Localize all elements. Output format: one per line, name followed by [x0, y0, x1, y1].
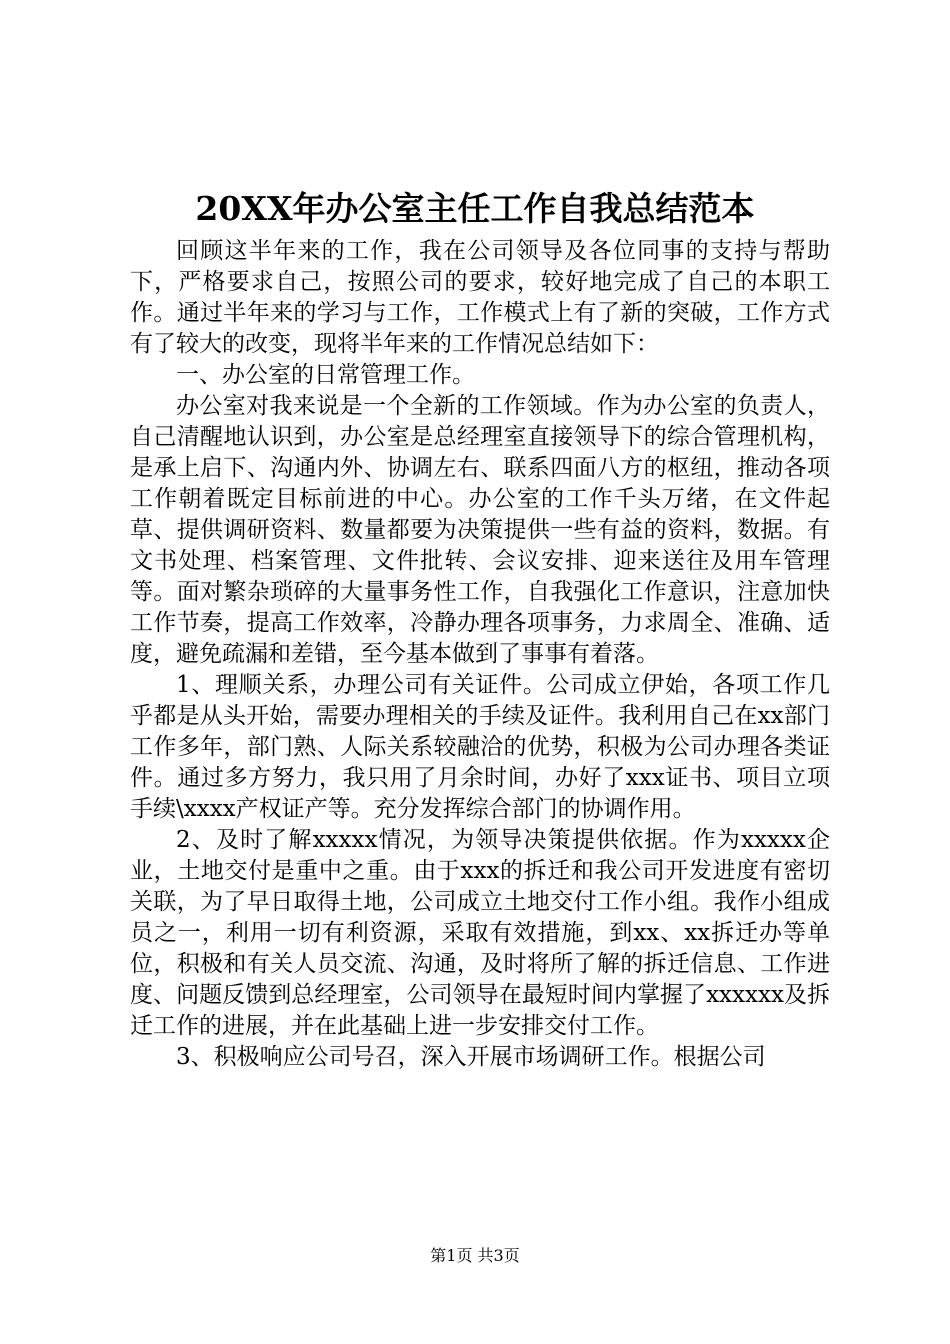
document-title: 20XX年办公室主任工作自我总结范本 — [195, 189, 755, 228]
page-footer: 第1页 共3页 — [430, 1246, 520, 1265]
paragraph-item-2: 2、及时了解xxxxx情况，为领导决策提供依据。作为xxxxx企业，土地交付是重中之重。由于xxx的拆迁和我公司开发进度有密切关联，为了早日取得土地，公司成立土地交付工作小组。我作小组成员之一，利用一切有利资源，采取有效措施，到xx、xx拆迁办等单位，积极和有关人员交流、沟通，及时将所了解的拆迁信息、工作进度、问题反馈到总经理室，公司领导在最短时间内掌握了xxxxxx及拆迁工作的进展，并在此基础上进一步安排交付工作。 — [130, 827, 830, 1039]
section-heading-daily-management: 一、办公室的日常管理工作。 — [176, 362, 475, 388]
paragraph-office-role: 办公室对我来说是一个全新的工作领域。作为办公室的负责人，自己清醒地认识到，办公室是总经理室直接领导下的综合管理机构，是承上启下、沟通内外、协调左右、联系四面八方的枢纽，推动各项工作朝着既定目标前进的中心。办公室的工作千头万绪，在文件起草、提供调研资料、数量都要为决策提供一些有益的资料，数据。有文书处理、档案管理、文件批转、会议安排、迎来送往及用车管理等。面对繁杂琐碎的大量事务性工作，自我强化工作意识，注意加快工作节奏，提高工作效率，冷静办理各项事务，力求周全、准确、适度，避免疏漏和差错，至今基本做到了事事有着落。 — [130, 393, 830, 667]
paragraph-item-1: 1、理顺关系，办理公司有关证件。公司成立伊始，各项工作几乎都是从头开始，需要办理相关的手续及证件。我利用自己在xx部门工作多年，部门熟、人际关系较融洽的优势，积极为公司办理各类证件。通过多方努力，我只用了月余时间，办好了xxx证书、项目立项手续\xxxx产权证产等。充分发挥综合部门的协调作用。 — [130, 672, 830, 822]
document-body — [130, 236, 830, 1073]
paragraph-intro: 回顾这半年来的工作，我在公司领导及各位同事的支持与帮助下，严格要求自己，按照公司的要求，较好地完成了自己的本职工作。通过半年来的学习与工作，工作模式上有了新的突破，工作方式有了较大的改变，现将半年来的工作情况总结如下： — [130, 238, 830, 357]
paragraph-item-3: 3、积极响应公司号召，深入开展市场调研工作。根据公司 — [176, 1044, 766, 1070]
